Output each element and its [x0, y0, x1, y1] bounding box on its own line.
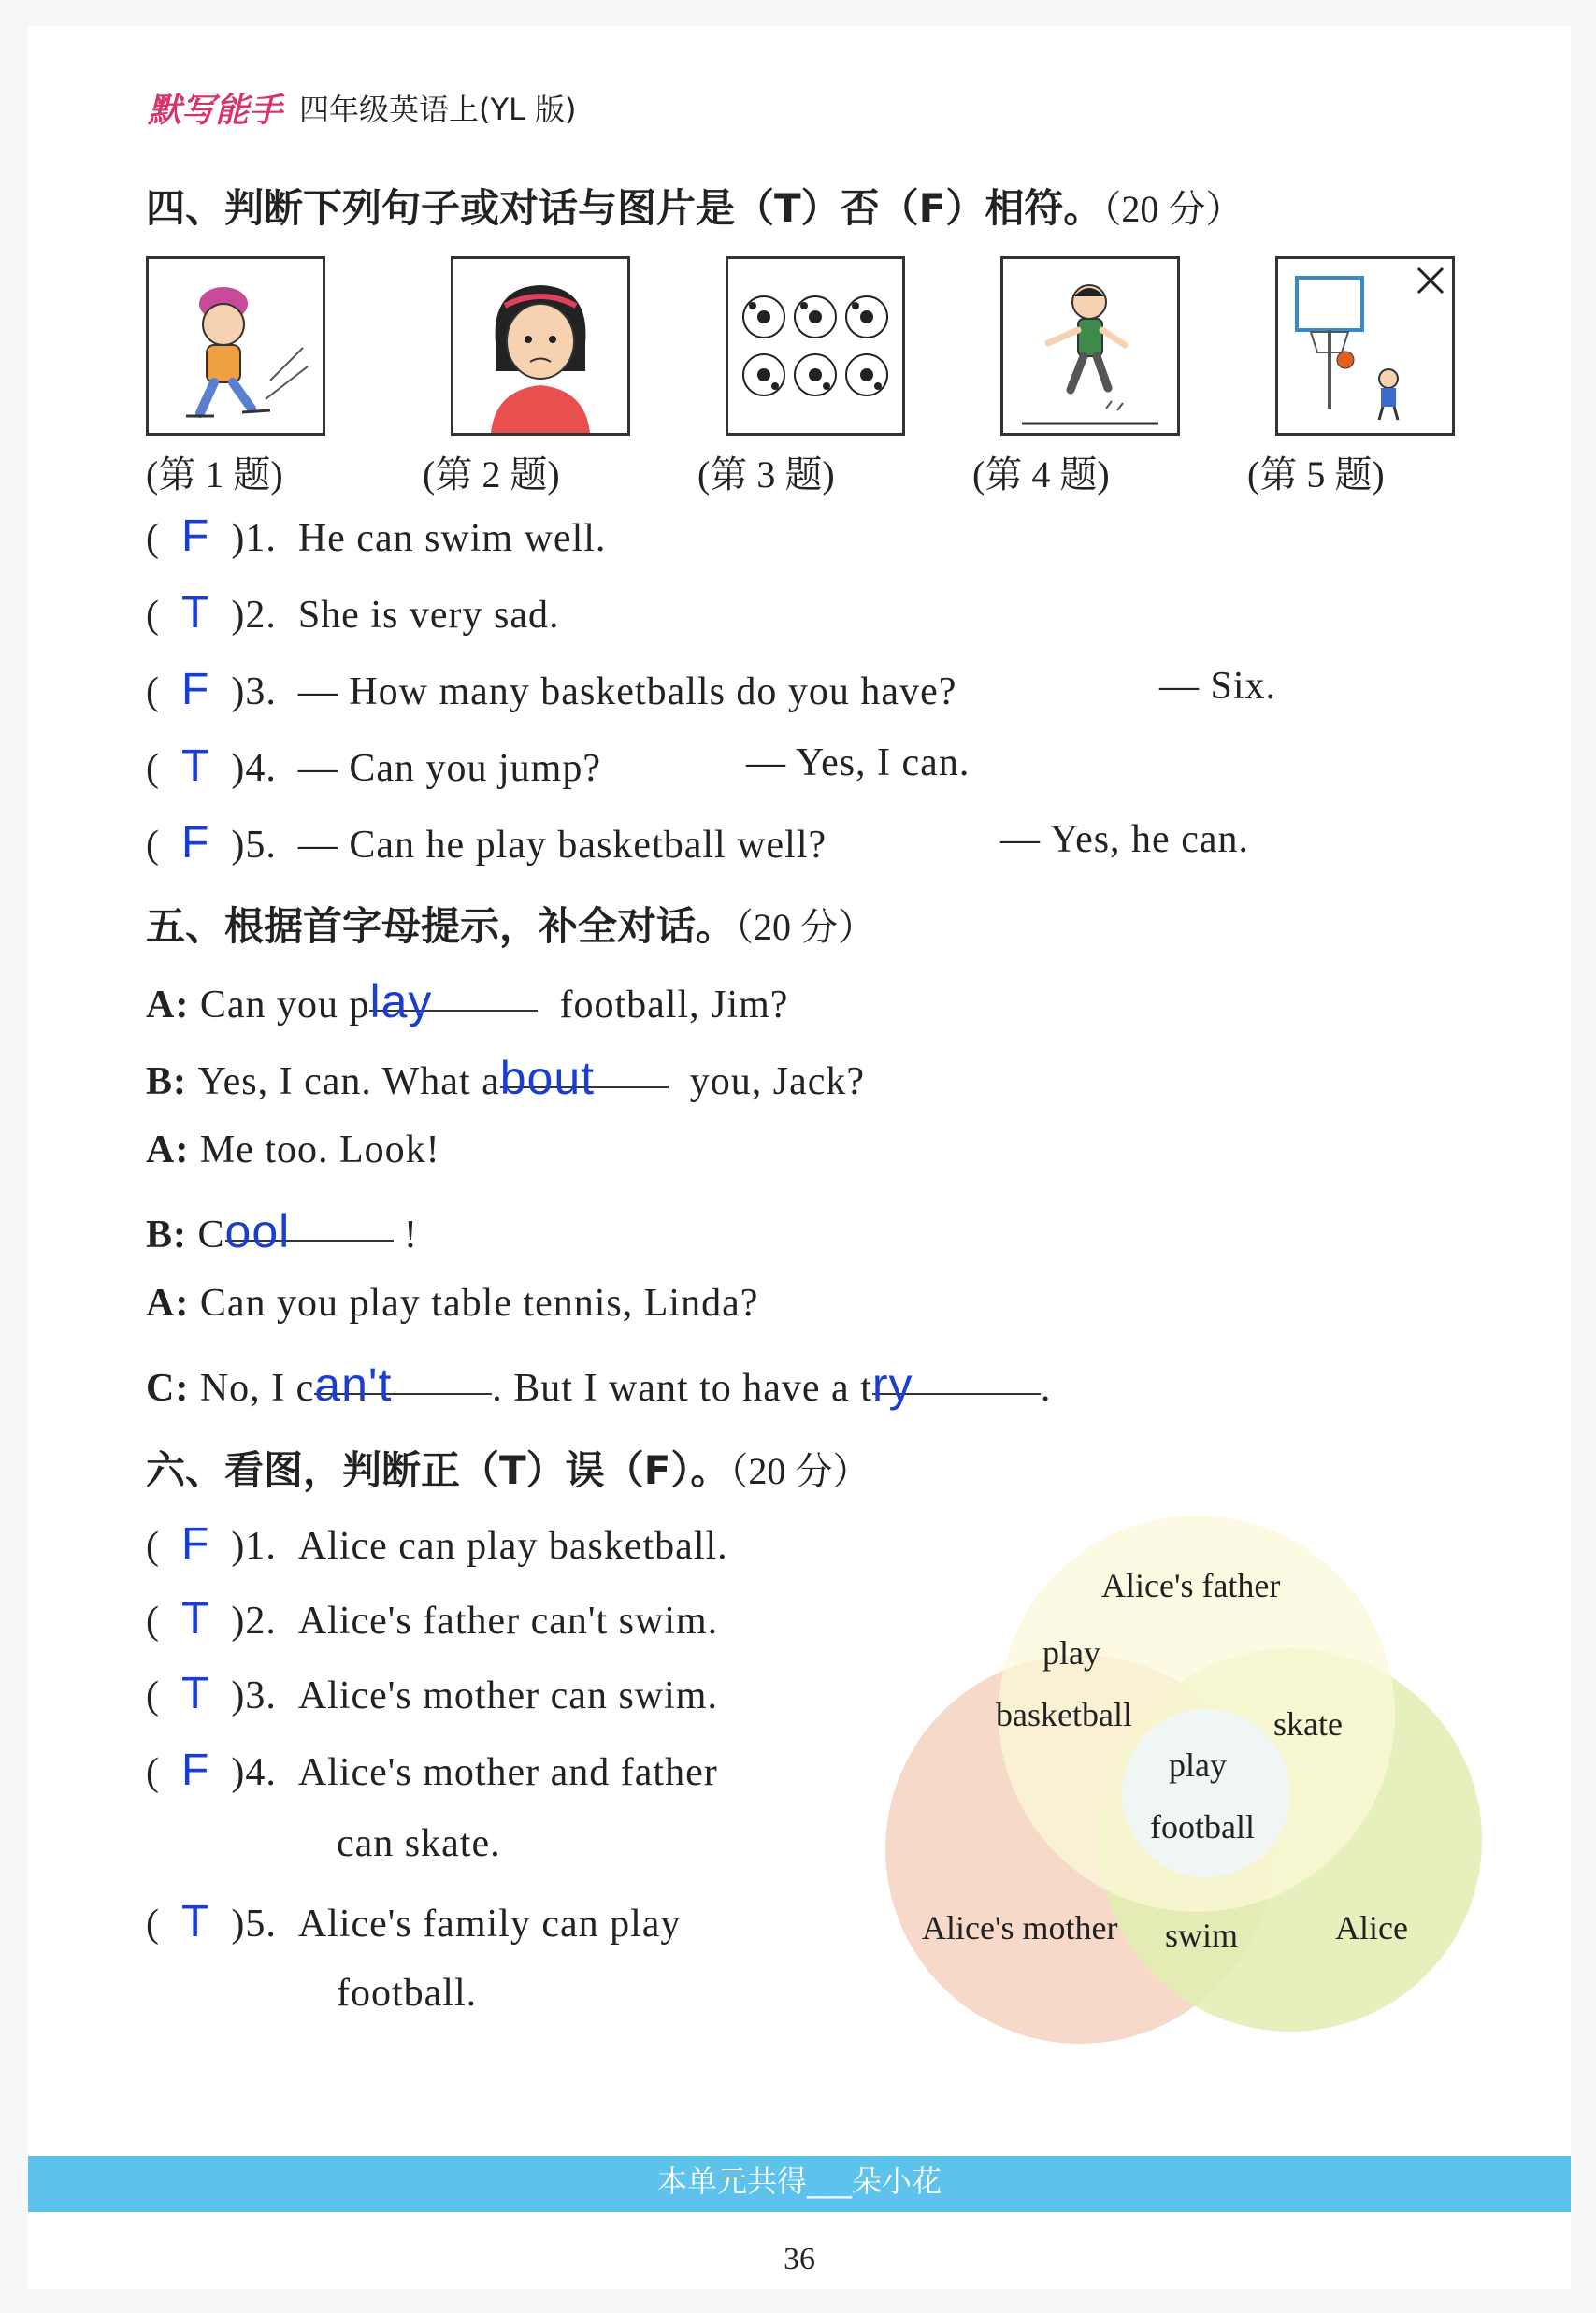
s4-item-5: ( F )5. — Can he play basketball well? [146, 818, 827, 868]
s5-speaker-4: B: [146, 1214, 187, 1257]
s4-text-3: — How many basketballs do you have? [297, 670, 957, 713]
workbook-page [28, 26, 1571, 2289]
venn-fm-line1: play [1042, 1634, 1100, 1672]
s6-answer-3: T [181, 1669, 210, 1718]
page-number: 36 [784, 2242, 815, 2277]
s5-before-3: Me too. Look! [199, 1128, 440, 1171]
picture-label-5: (第 5 题) [1247, 453, 1385, 496]
s5-line-2 [146, 1051, 865, 1104]
s4-text-1: He can swim well. [297, 517, 607, 560]
s4-num-1: )1. [231, 517, 277, 560]
section5-title [146, 896, 875, 952]
picture-label-2: (第 2 题) [423, 453, 560, 496]
section5-title-text: 五、根据首字母提示，补全对话。 [146, 903, 736, 949]
venn-father-label: Alice's father [1101, 1567, 1281, 1604]
s6-item-2: ( T )2. Alice's father can't swim. [146, 1594, 719, 1644]
sad-girl-picture [451, 256, 630, 436]
book-subtitle: 四年级英语上(YL 版) [299, 92, 577, 127]
s5-speaker-6: C: [146, 1367, 190, 1410]
picture-label-3: (第 3 题) [697, 453, 835, 496]
s6-item-3: ( T )3. Alice's mother can swim. [146, 1669, 718, 1718]
s5-before-6: No, I c [199, 1367, 315, 1410]
s5-fill-7: ry [871, 1358, 913, 1411]
venn-mother-label: Alice's mother [922, 1909, 1118, 1947]
s6-item-5-cont: football. [337, 1972, 478, 2015]
s6-item-4-cont: can skate. [337, 1822, 501, 1865]
s6-item-4: ( F )4. Alice's mother and father [146, 1746, 718, 1795]
s6-text-2: Alice's father can't swim. [297, 1600, 719, 1643]
six-footballs-picture [726, 256, 905, 436]
s5-blank-4[interactable] [224, 1204, 394, 1257]
picture-label-4: (第 4 题) [972, 453, 1110, 496]
venn-alice-label: Alice [1335, 1909, 1408, 1947]
s5-before-2: Yes, I can. What a [197, 1060, 500, 1103]
s4-item-1: ( F )1. He can swim well. [146, 511, 607, 561]
s6-text-4: Alice's mother and father [297, 1751, 718, 1794]
s6-answer-5: T [181, 1897, 210, 1947]
s5-speaker-2: B: [146, 1060, 187, 1103]
s4-answer-2: T [181, 588, 210, 638]
section6-title [146, 1440, 870, 1496]
s6-text-3: Alice's mother can swim. [297, 1674, 718, 1717]
section4-title [146, 178, 1243, 234]
s4-answer-4: T [181, 741, 210, 791]
venn-center-line1: play [1169, 1746, 1227, 1784]
s6-num-1: )1. [231, 1525, 277, 1568]
boy-jumping-picture [1000, 256, 1180, 436]
footer-text: 本单元共得___朵小花 [656, 2163, 942, 2199]
s5-after-1: football, Jim? [559, 984, 789, 1027]
s6-num-4: )4. [231, 1751, 277, 1794]
s4-num-3: )3. [231, 670, 277, 713]
s5-fill-4: ool [224, 1205, 291, 1257]
boy-basketball-picture [1275, 256, 1455, 436]
s5-after-7: . [1040, 1367, 1052, 1410]
s5-speaker-1: A: [146, 984, 190, 1027]
s5-after-2: you, Jack? [689, 1060, 865, 1103]
s6-answer-1: F [181, 1519, 210, 1569]
venn-ma-label: swim [1165, 1917, 1239, 1954]
section4-title-text: 四、判断下列句子或对话与图片是（T）否（F）相符。 [146, 185, 1103, 231]
s5-after-4: ! [404, 1214, 419, 1257]
section4-score: （20 分） [1102, 188, 1244, 230]
s4-answer-1: F [181, 511, 210, 561]
s6-item-5: ( T )5. Alice's family can play [146, 1897, 682, 1947]
s6-item-1: ( F )1. Alice can play basketball. [146, 1519, 728, 1569]
s5-before-1: Can you p [199, 984, 370, 1027]
s4-answer-3: F [181, 665, 210, 714]
s5-speaker-3: A: [146, 1128, 190, 1171]
s4-answer-5: F [181, 818, 210, 868]
s5-blank-1[interactable] [369, 974, 538, 1027]
s5-line-6 [146, 1358, 1051, 1411]
section6-score: （20 分） [729, 1450, 870, 1492]
picture-label-1: (第 1 题) [146, 453, 283, 496]
brand-title: 默写能手 [148, 92, 283, 130]
s6-text-1: Alice can play basketball. [297, 1525, 728, 1568]
s5-line-5 [146, 1281, 758, 1326]
s5-line-4 [146, 1204, 418, 1257]
section5-score: （20 分） [735, 906, 876, 948]
s6-num-2: )2. [231, 1600, 277, 1643]
s6-num-5: )5. [231, 1903, 277, 1946]
section6-title-text: 六、看图，判断正（T）误（F）。 [146, 1447, 730, 1493]
s4-item-2: ( T )2. She is very sad. [146, 588, 560, 638]
center-region [1122, 1709, 1290, 1877]
s5-fill-6: an't [314, 1358, 393, 1411]
s4-num-4: )4. [231, 747, 277, 790]
s4-item-3: ( F )3. — How many basketballs do you have? [146, 665, 957, 714]
s6-num-3: )3. [231, 1674, 277, 1717]
s5-line-1 [146, 974, 788, 1027]
s5-blank-2[interactable] [499, 1051, 669, 1104]
venn-fm-line2: basketball [996, 1696, 1132, 1733]
s4-num-5: )5. [231, 824, 277, 867]
s5-before-5: Can you play table tennis, Linda? [199, 1282, 759, 1325]
s4-text-4: — Can you jump? [297, 747, 601, 790]
s4-num-2: )2. [231, 594, 277, 637]
s5-blank-7[interactable] [871, 1358, 1041, 1411]
s6-text-5: Alice's family can play [297, 1903, 682, 1946]
s6-answer-4: F [181, 1746, 210, 1795]
venn-center-line2: football [1150, 1808, 1255, 1846]
s4-reply-3: — Six. [1159, 665, 1277, 708]
s4-text-2: She is very sad. [297, 594, 560, 637]
s5-blank-6[interactable] [314, 1358, 492, 1411]
s5-fill-2: bout [499, 1052, 596, 1104]
boy-skating-picture [146, 256, 325, 436]
s5-after-6: . But I want to have a t [492, 1367, 872, 1410]
s4-text-5: — Can he play basketball well? [297, 824, 827, 867]
s4-item-4: ( T )4. — Can you jump? [146, 741, 601, 791]
s4-reply-4: — Yes, I can. [746, 741, 971, 784]
venn-fa-label: skate [1273, 1705, 1343, 1743]
s6-answer-2: T [181, 1594, 210, 1644]
s5-line-3 [146, 1128, 440, 1172]
s5-fill-1: lay [369, 975, 433, 1027]
s4-reply-5: — Yes, he can. [1000, 818, 1249, 861]
s5-before-4: C [197, 1214, 225, 1257]
venn-diagram [851, 1513, 1524, 2074]
s5-speaker-5: A: [146, 1282, 190, 1325]
